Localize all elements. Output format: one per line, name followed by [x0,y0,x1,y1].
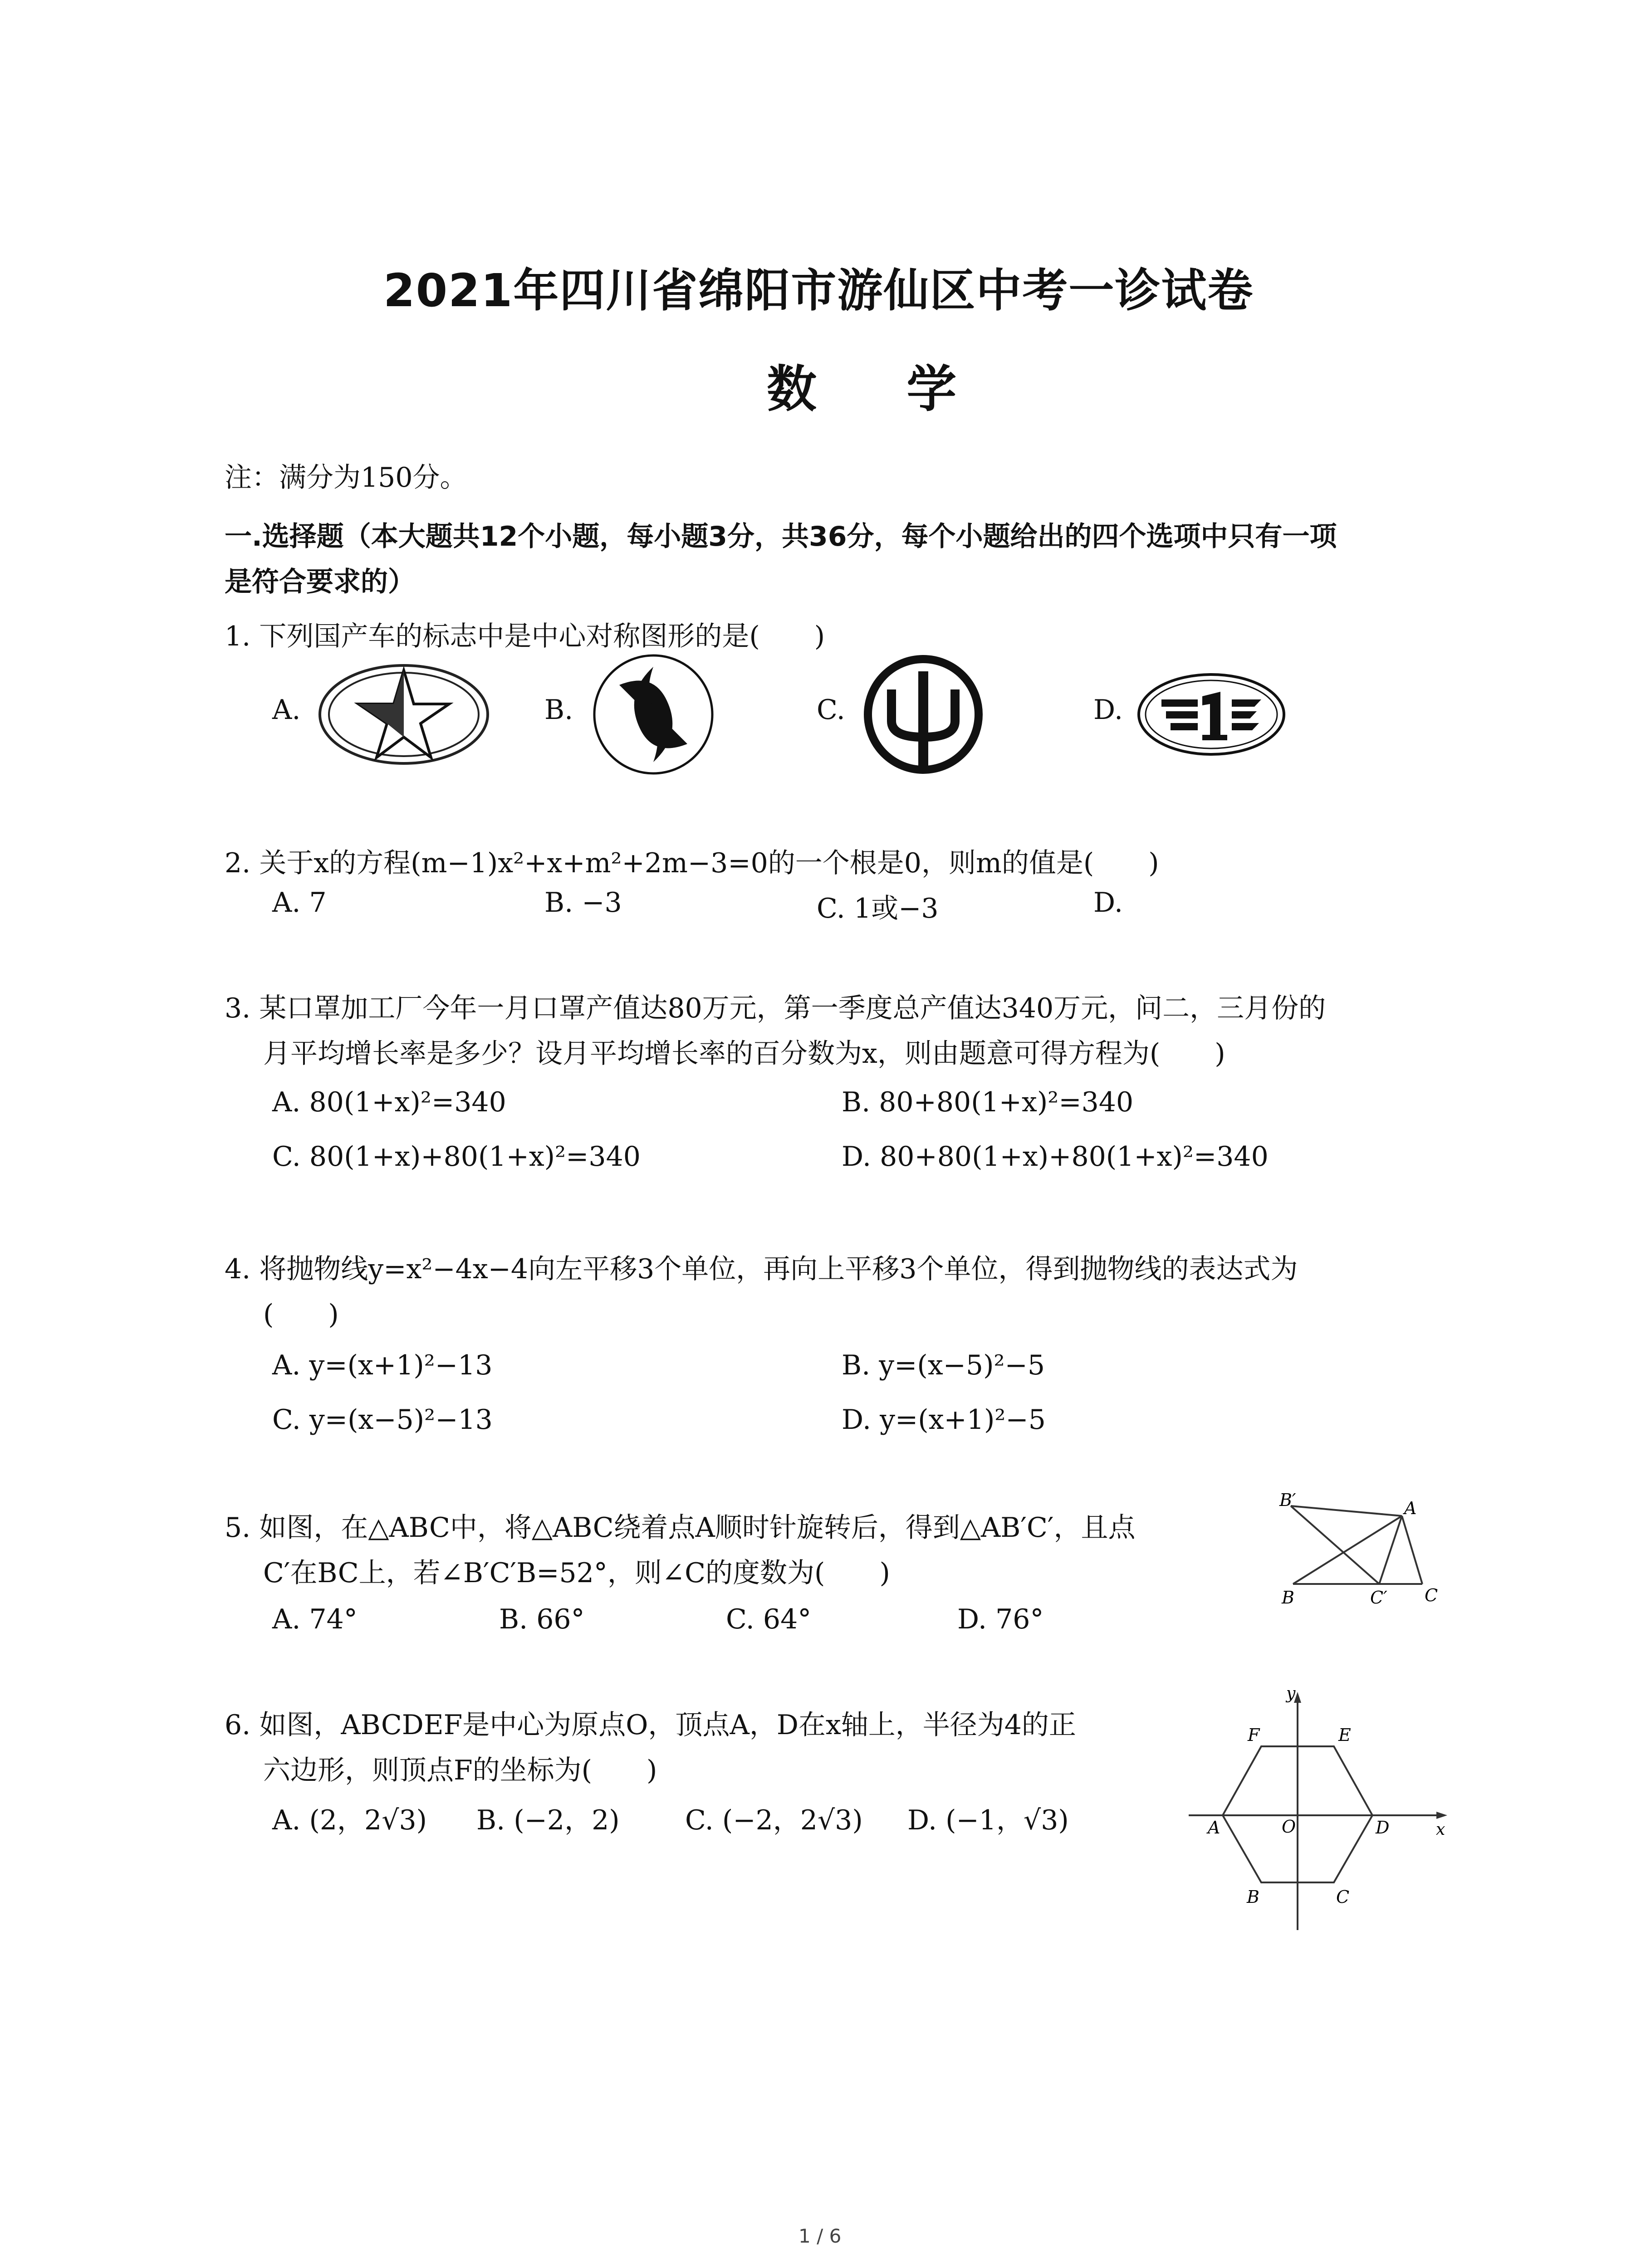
q4-stem-line2: ( ) [263,1299,339,1330]
q4-option-d: D. y=(x+1)²−5 [842,1404,1046,1436]
page-number: 1 / 6 [798,2225,842,2247]
label-f: F [1248,1725,1260,1745]
label-b: B [1247,1887,1259,1907]
q6-option-d: D. (−1，√3) [907,1804,1069,1836]
label-b-prime: B′ [1279,1490,1296,1510]
q1-label-d: D. [1093,694,1123,726]
label-a: A [1404,1498,1417,1518]
label-a: A [1208,1818,1220,1838]
q2-option-b: B. −3 [544,887,622,919]
q4-stem-line1: 4. 将抛物线y=x²−4x−4向左平移3个单位，再向上平移3个单位，得到抛物线的表达式为 [225,1253,1298,1285]
q6-stem-line1: 6. 如图，ABCDEF是中心为原点O，顶点A，D在x轴上，半径为4的正 [225,1709,1076,1741]
label-b: B [1282,1588,1294,1608]
page-title: 2021年四川省绵阳市游仙区中考一诊试卷 [383,264,1254,317]
q3-option-b: B. 80+80(1+x)²=340 [842,1086,1134,1118]
label-c-prime: C′ [1370,1588,1387,1608]
q2-option-d: D. [1093,887,1123,919]
label-c: C [1336,1887,1350,1907]
q1-stem: 1. 下列国产车的标志中是中心对称图形的是( ) [225,621,825,652]
q3-stem-line2: 月平均增长率是多少？设月平均增长率的百分数为x，则由题意可得方程为( ) [263,1038,1225,1070]
label-o: O [1282,1817,1296,1837]
swirl-circle-logo [592,653,715,776]
label-c: C [1425,1585,1438,1605]
q5-stem-line1: 5. 如图，在△ABC中，将△ABC绕着点A顺时针旋转后，得到△AB′C′，且点 [225,1512,1136,1544]
score-note: 注：满分为150分。 [225,462,467,494]
q1-label-c: C. [817,694,845,726]
q6-option-a: A. (2，2√3) [272,1804,427,1836]
q4-option-a: A. y=(x+1)²−13 [272,1349,493,1381]
q3-option-d: D. 80+80(1+x)+80(1+x)²=340 [842,1141,1269,1173]
q1-label-b: B. [544,694,573,726]
star-ellipse-logo [318,662,490,767]
q6-option-c: C. (−2，2√3) [685,1804,863,1836]
q2-stem: 2. 关于x的方程(m−1)x²+x+m²+2m−3=0的一个根是0，则m的值是( ) [225,847,1159,879]
section-heading-line1: 一.选择题（本大题共12个小题，每小题3分，共36分，每个小题给出的四个选项中只有一项 [225,521,1337,552]
q6-stem-line2: 六边形，则顶点F的坐标为( ) [263,1755,657,1786]
q5-stem-line2: C′在BC上，若∠B′C′B=52°，则∠C的度数为( ) [263,1557,890,1589]
label-e: E [1338,1725,1351,1745]
q3-option-a: A. 80(1+x)²=340 [272,1086,506,1118]
q6-option-b: B. (−2，2) [476,1804,620,1836]
q5-option-b: B. 66° [499,1603,585,1635]
trident-circle-logo [862,653,985,776]
q3-stem-line1: 3. 某口罩加工厂今年一月口罩产值达80万元，第一季度总产值达340万元，问二，三月份的 [225,992,1326,1024]
q5-option-c: C. 64° [726,1603,812,1635]
q5-option-a: A. 74° [272,1603,358,1635]
q2-option-c: C. 1或−3 [817,893,939,924]
winged-one-logo [1136,671,1286,758]
section-heading-line2: 是符合要求的） [225,566,415,598]
rotated-triangle-figure [1270,1492,1461,1610]
q2-option-a: A. 7 [272,887,327,919]
q1-label-a: A. [272,694,301,726]
hexagon-figure [1180,1684,1452,1941]
q4-option-b: B. y=(x−5)²−5 [842,1349,1045,1381]
label-x: x [1436,1820,1445,1839]
label-d: D [1376,1818,1390,1838]
subject-title: 数 学 [767,360,993,418]
label-y: y [1286,1684,1296,1703]
q4-option-c: C. y=(x−5)²−13 [272,1404,493,1436]
q5-option-d: D. 76° [957,1603,1044,1635]
q3-option-c: C. 80(1+x)+80(1+x)²=340 [272,1141,641,1173]
